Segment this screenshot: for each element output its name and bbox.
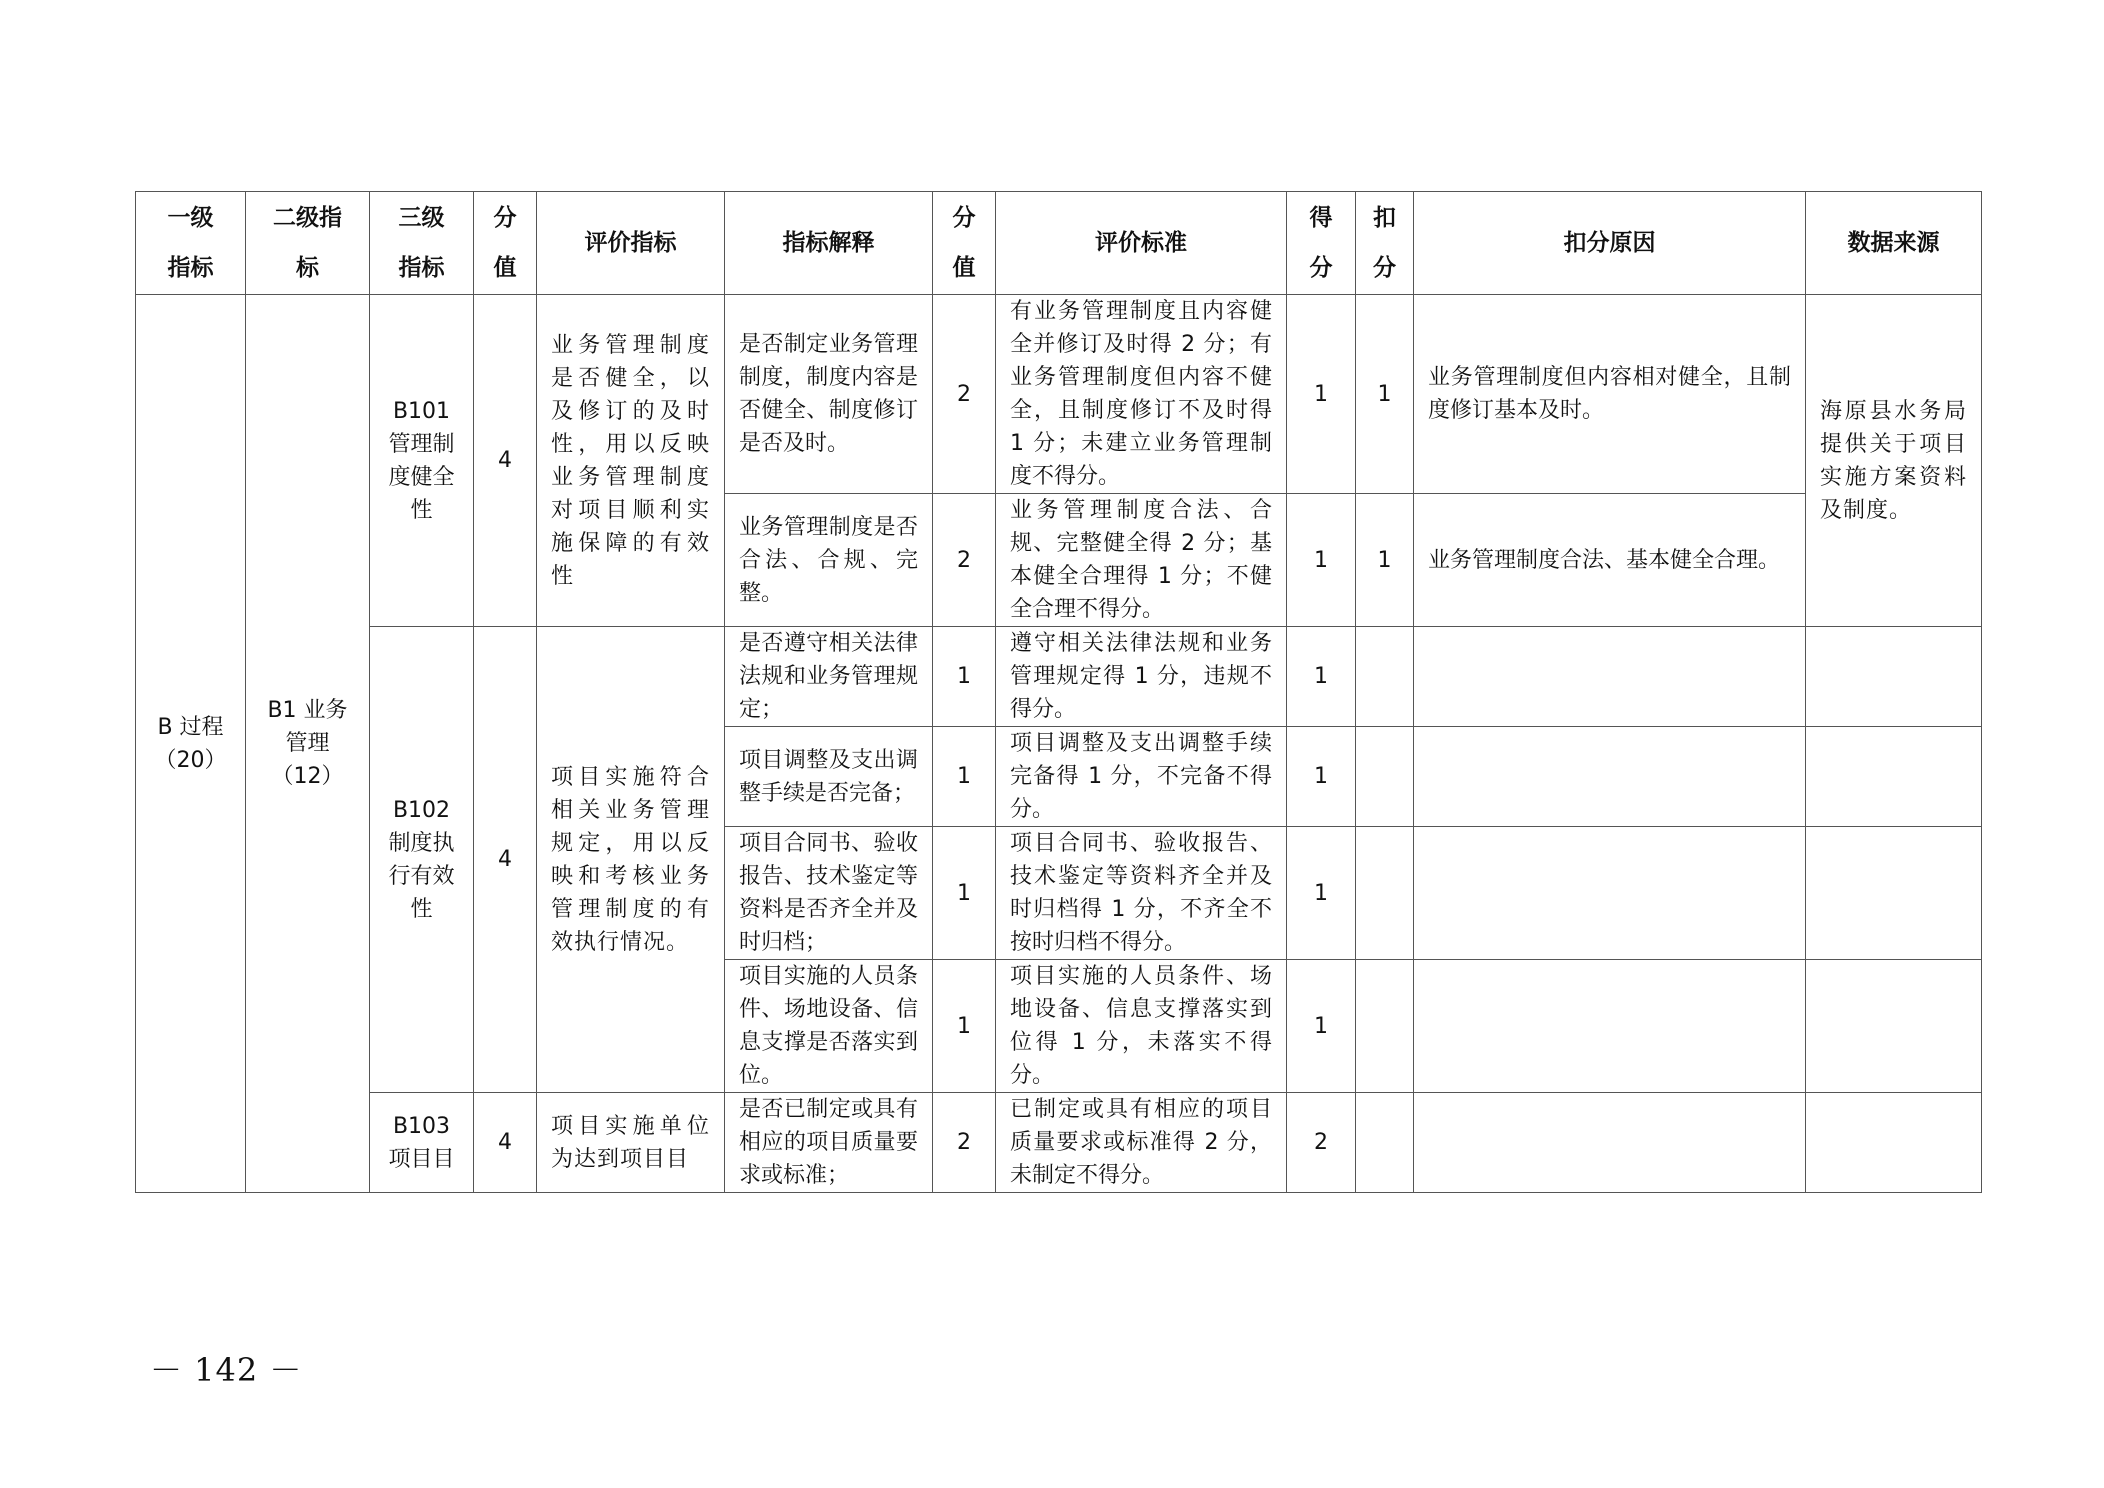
header-deduct: 扣 分 <box>1356 192 1414 295</box>
explanation-cell: 项目实施的人员条件、场地设备、信息支撑是否落实到位。 <box>725 960 933 1093</box>
level1-cell: B 过程 （20） <box>136 295 246 1193</box>
reason-cell <box>1414 727 1806 827</box>
header-indicator: 评价指标 <box>537 192 725 295</box>
got-score-cell: 1 <box>1287 627 1356 727</box>
score-cell: 4 <box>474 1093 537 1193</box>
explanation-cell: 是否制定业务管理制度，制度内容是否健全、制度修订是否及时。 <box>725 295 933 494</box>
explanation-cell: 是否已制定或具有相应的项目质量要求或标准； <box>725 1093 933 1193</box>
header-level3: 三级 指标 <box>370 192 474 295</box>
source-cell <box>1806 960 1982 1093</box>
deduct-score-cell <box>1356 827 1414 960</box>
sub-score-cell: 1 <box>933 627 996 727</box>
sub-score-cell: 1 <box>933 960 996 1093</box>
reason-cell: 业务管理制度合法、基本健全合理。 <box>1414 494 1806 627</box>
reason-cell <box>1414 1093 1806 1193</box>
got-score-cell: 1 <box>1287 494 1356 627</box>
header-score-2: 分 值 <box>933 192 996 295</box>
standard-cell: 项目实施的人员条件、场地设备、信息支撑落实到位得 1 分，未落实不得分。 <box>996 960 1287 1093</box>
sub-score-cell: 1 <box>933 827 996 960</box>
table-row <box>136 295 1982 494</box>
deduct-score-cell: 1 <box>1356 494 1414 627</box>
deduct-score-cell <box>1356 727 1414 827</box>
deduct-score-cell <box>1356 627 1414 727</box>
sub-score-cell: 2 <box>933 295 996 494</box>
got-score-cell: 1 <box>1287 727 1356 827</box>
indicator-cell: 业务管理制度是否健全，以及修订的及时性，用以反映业务管理制度对项目顺利实施保障的有效性 <box>537 295 725 627</box>
source-cell <box>1806 1093 1982 1193</box>
sub-score-cell: 2 <box>933 1093 996 1193</box>
got-score-cell: 2 <box>1287 1093 1356 1193</box>
header-level2: 二级指 标 <box>246 192 370 295</box>
sub-score-cell: 2 <box>933 494 996 627</box>
header-source: 数据来源 <box>1806 192 1982 295</box>
standard-cell: 项目调整及支出调整手续完备得 1 分，不完备不得分。 <box>996 727 1287 827</box>
level2-cell: B1 业务 管理 （12） <box>246 295 370 1193</box>
score-cell: 4 <box>474 627 537 1093</box>
indicator-cell: 项目实施单位为达到项目目 <box>537 1093 725 1193</box>
deduct-score-cell <box>1356 1093 1414 1193</box>
source-cell <box>1806 727 1982 827</box>
table-row <box>136 1093 1982 1193</box>
explanation-cell: 是否遵守相关法律法规和业务管理规定； <box>725 627 933 727</box>
source-cell: 海原县水务局提供关于项目实施方案资料及制度。 <box>1806 295 1982 627</box>
level3-cell: B102 制度执 行有效 性 <box>370 627 474 1093</box>
got-score-cell: 1 <box>1287 295 1356 494</box>
reason-cell <box>1414 827 1806 960</box>
header-row <box>136 192 1982 295</box>
explanation-cell: 项目合同书、验收报告、技术鉴定等资料是否齐全并及时归档； <box>725 827 933 960</box>
header-reason: 扣分原因 <box>1414 192 1806 295</box>
source-cell <box>1806 627 1982 727</box>
indicator-cell: 项目实施符合相关业务管理规定，用以反映和考核业务管理制度的有效执行情况。 <box>537 627 725 1093</box>
header-explanation: 指标解释 <box>725 192 933 295</box>
sub-score-cell: 1 <box>933 727 996 827</box>
got-score-cell: 1 <box>1287 827 1356 960</box>
standard-cell: 项目合同书、验收报告、技术鉴定等资料齐全并及时归档得 1 分，不齐全不按时归档不得分。 <box>996 827 1287 960</box>
standard-cell: 遵守相关法律法规和业务管理规定得 1 分，违规不得分。 <box>996 627 1287 727</box>
table-row <box>136 627 1982 727</box>
evaluation-table <box>135 191 1982 1193</box>
reason-cell <box>1414 627 1806 727</box>
standard-cell: 有业务管理制度且内容健全并修订及时得 2 分；有业务管理制度但内容不健全，且制度修订不及时得 1 分；未建立业务管理制度不得分。 <box>996 295 1287 494</box>
header-score: 分 值 <box>474 192 537 295</box>
header-got: 得 分 <box>1287 192 1356 295</box>
standard-cell: 业务管理制度合法、合规、完整健全得 2 分；基本健全合理得 1 分；不健全合理不得分。 <box>996 494 1287 627</box>
reason-cell <box>1414 960 1806 1093</box>
header-level1: 一级 指标 <box>136 192 246 295</box>
header-standard: 评价标准 <box>996 192 1287 295</box>
score-cell: 4 <box>474 295 537 627</box>
page-number: － 142 － <box>150 1351 303 1389</box>
deduct-score-cell <box>1356 960 1414 1093</box>
level3-cell: B103 项目目 <box>370 1093 474 1193</box>
standard-cell: 已制定或具有相应的项目质量要求或标准得 2 分，未制定不得分。 <box>996 1093 1287 1193</box>
reason-cell: 业务管理制度但内容相对健全，且制度修订基本及时。 <box>1414 295 1806 494</box>
explanation-cell: 项目调整及支出调整手续是否完备； <box>725 727 933 827</box>
explanation-cell: 业务管理制度是否合法、合规、完整。 <box>725 494 933 627</box>
source-cell <box>1806 827 1982 960</box>
got-score-cell: 1 <box>1287 960 1356 1093</box>
deduct-score-cell: 1 <box>1356 295 1414 494</box>
level3-cell: B101 管理制 度健全 性 <box>370 295 474 627</box>
